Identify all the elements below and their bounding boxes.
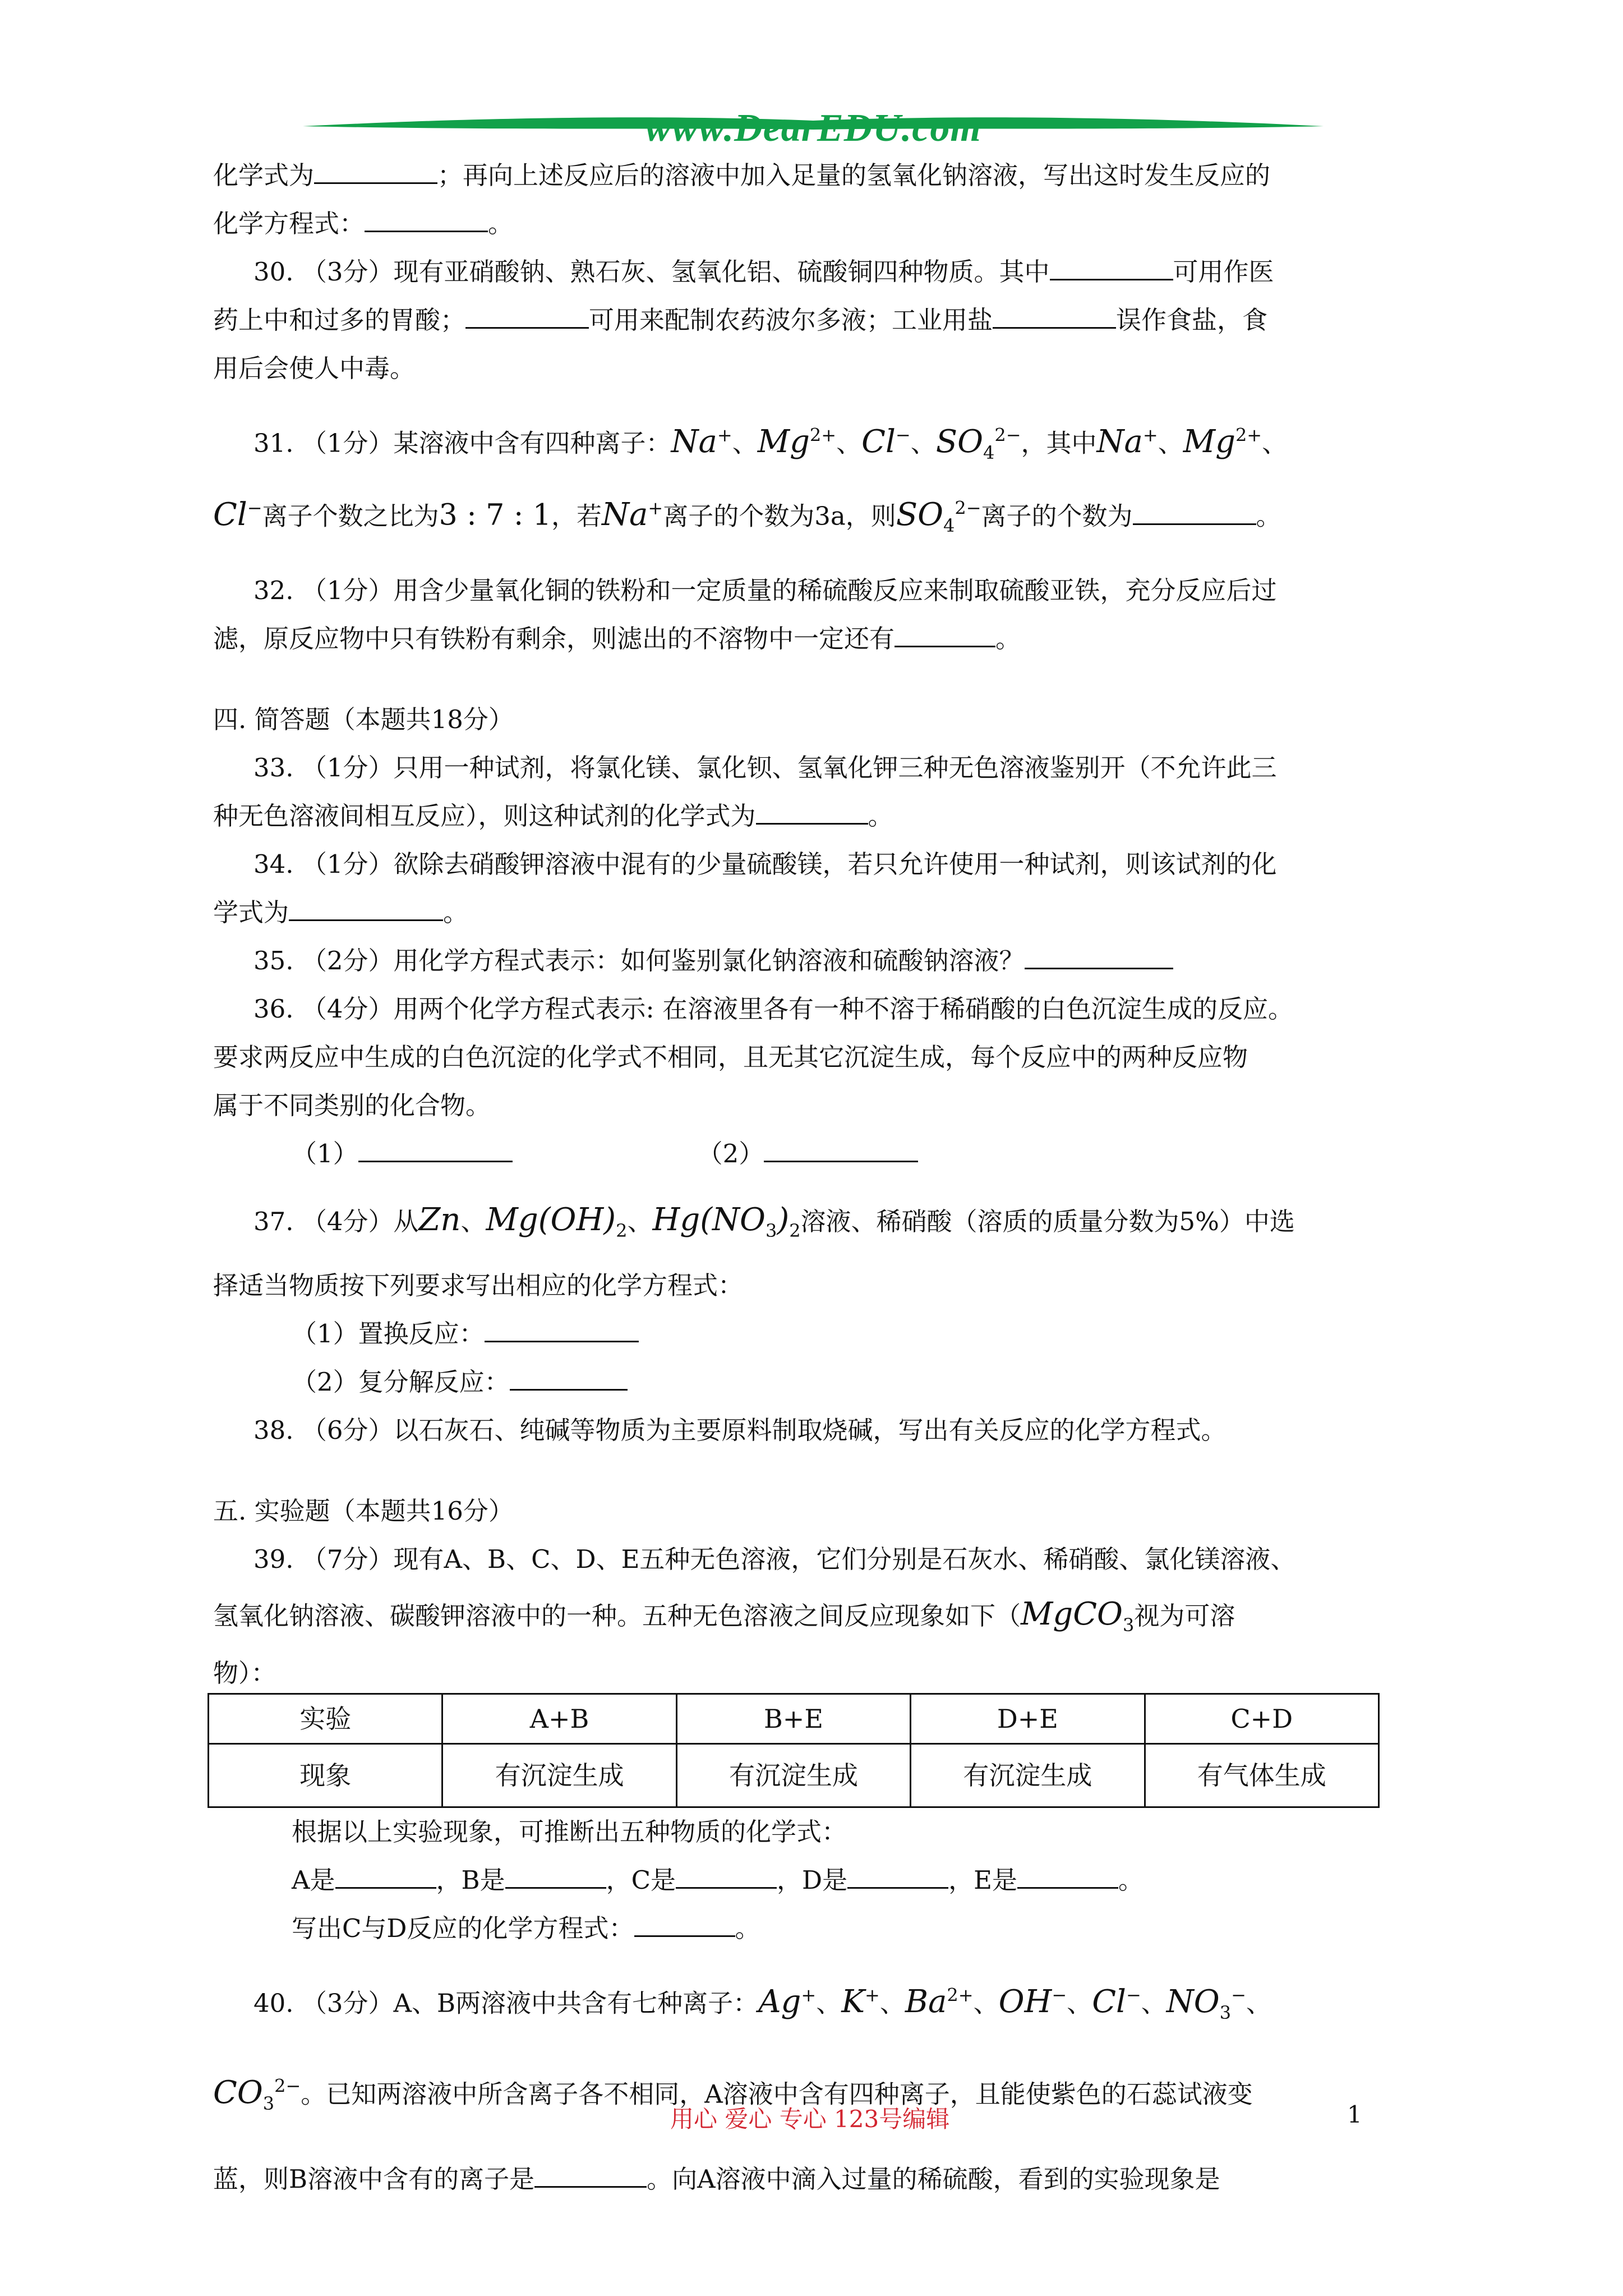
text: ，若 bbox=[551, 501, 602, 531]
text: 31. （1分）某溶液中含有四种离子： bbox=[253, 428, 671, 458]
line bbox=[213, 296, 1419, 344]
editor-credit: 用心 爱心 专心 123号编辑 bbox=[670, 2105, 950, 2133]
text: 药上中和过多的胃酸； bbox=[213, 305, 466, 335]
table-header: C+D bbox=[1145, 1694, 1378, 1744]
ion-formula: Ag+ bbox=[758, 1983, 817, 2020]
text: ，B是 bbox=[436, 1865, 505, 1895]
page-number: 1 bbox=[1347, 2101, 1362, 2128]
answer-blank[interactable] bbox=[895, 623, 995, 647]
ion-formula: Cl− bbox=[1092, 1983, 1141, 2020]
line bbox=[213, 1310, 1419, 1358]
table-header-row bbox=[209, 1694, 1379, 1744]
answer-blank[interactable] bbox=[1025, 945, 1173, 969]
ion-formula: $SO_4^{2-}$ bbox=[935, 423, 1021, 463]
text: 。已知两溶液中所含离子各不相同，A溶液中含有四种离子，且能使紫色的石蕊试液变 bbox=[301, 2079, 1253, 2109]
chem-formula: MgCO$_3$ bbox=[1021, 1595, 1135, 1636]
text: 化学式为 bbox=[213, 160, 315, 190]
ion-formula: Na+ bbox=[671, 423, 732, 460]
text: 36. （4分）用两个化学方程式表示: 在溶液里各有一种不溶于稀硝酸的白色沉淀生成的反应。 bbox=[253, 993, 1293, 1024]
table-header: 实验 bbox=[209, 1694, 442, 1744]
line bbox=[213, 200, 1419, 248]
text: 。 bbox=[868, 800, 893, 831]
line bbox=[213, 889, 1419, 937]
text: 写出C与D反应的化学方程式： bbox=[292, 1913, 634, 1944]
ion-formula: OH− bbox=[998, 1983, 1067, 2020]
ion-formula: $Mg^{2+}$ bbox=[757, 423, 837, 460]
line bbox=[213, 1808, 1419, 1856]
table-cell: 现象 bbox=[209, 1744, 442, 1807]
ion-formula: $Ba^{2+}$ bbox=[905, 1983, 974, 2020]
answer-blank[interactable] bbox=[1133, 501, 1256, 525]
question-34 bbox=[213, 840, 1419, 889]
chem-formula: $Mg(OH)_2$ bbox=[486, 1201, 628, 1241]
text: 视为可溶 bbox=[1134, 1600, 1235, 1631]
section-heading: 五. 实验题（本题共16分） bbox=[213, 1496, 514, 1526]
text: 。 bbox=[995, 623, 1021, 654]
text: 40. （3分）A、B两溶液中共含有七种离子： bbox=[253, 1988, 759, 2018]
text: 39. （7分）现有A、B、C、D、E五种无色溶液，它们分别是石灰水、稀硝酸、氯化镁溶液、 bbox=[253, 1544, 1296, 1574]
text: 。 bbox=[443, 897, 469, 927]
table-cell: 有沉淀生成 bbox=[442, 1744, 676, 1807]
text: ；再向上述反应后的溶液中加入足量的氢氧化钠溶液，写出这时发生反应的 bbox=[437, 160, 1271, 190]
ion-formula: $SO_4^{2-}$ bbox=[896, 496, 981, 536]
ion-formula: Na+ bbox=[1096, 423, 1158, 460]
answer-blank[interactable] bbox=[676, 1865, 777, 1889]
question-37: 37. （4分）从Zn、$Mg(OH)_2$、$Hg(NO_3)_2$溶液、稀硝酸（溶质的质量分数为5%）中选 bbox=[253, 1201, 1295, 1241]
text: 学式为 bbox=[213, 897, 289, 927]
answer-blank[interactable] bbox=[756, 800, 868, 825]
answer-blank[interactable] bbox=[510, 1366, 628, 1391]
answer-blank[interactable] bbox=[465, 305, 589, 329]
line bbox=[213, 1358, 1419, 1406]
text: ，C是 bbox=[606, 1865, 676, 1895]
text: （1）置换反应： bbox=[292, 1318, 485, 1349]
text: （2）复分解反应： bbox=[292, 1366, 510, 1397]
answer-blank[interactable] bbox=[993, 305, 1116, 329]
answer-blank[interactable] bbox=[1050, 256, 1173, 280]
question-31: 31. （1分）某溶液中含有四种离子：Na+、$Mg^{2+}$、Cl−、$SO_4^{2-}$，其中Na+、$Mg^{2+}$、 bbox=[253, 423, 1288, 463]
text: 可用作医 bbox=[1173, 257, 1274, 287]
ion-formula: K+ bbox=[841, 1983, 880, 2020]
line bbox=[213, 1130, 1419, 1178]
text: 离子的个数为3a，则 bbox=[663, 501, 896, 531]
line bbox=[213, 344, 1419, 393]
answer-blank[interactable] bbox=[847, 1865, 948, 1889]
answer-blank[interactable] bbox=[634, 1913, 735, 1937]
text: 37. （4分）从 bbox=[253, 1206, 419, 1236]
question-33 bbox=[213, 744, 1419, 792]
answer-blank[interactable] bbox=[1017, 1865, 1118, 1889]
chem-formula: Zn bbox=[418, 1201, 461, 1238]
ion-formula: Cl− bbox=[861, 423, 911, 460]
line bbox=[213, 2146, 1419, 2213]
text: A是 bbox=[292, 1865, 335, 1895]
text: 30. （3分）现有亚硝酸钠、熟石灰、氢氧化铝、硫酸铜四种物质。其中 bbox=[253, 257, 1050, 287]
answer-blank[interactable] bbox=[365, 208, 488, 232]
table-header: D+E bbox=[911, 1694, 1145, 1744]
experiment-table bbox=[208, 1693, 1380, 1808]
ratio: 3 : 7 : 1 bbox=[439, 498, 552, 532]
question-40: 40. （3分）A、B两溶液中共含有七种离子：Ag+、K+、$Ba^{2+}$、OH−、Cl−、$NO_3^-$、 bbox=[253, 1983, 1271, 2023]
question-30 bbox=[213, 248, 1419, 296]
ion-formula: Cl− bbox=[213, 496, 262, 533]
line bbox=[213, 615, 1419, 663]
table-header: B+E bbox=[676, 1694, 910, 1744]
text: 物）： bbox=[213, 1658, 276, 1688]
text: 蓝，则B溶液中含有的离子是 bbox=[213, 2164, 535, 2194]
chem-formula: $Hg(NO_3)_2$ bbox=[652, 1201, 801, 1241]
text: 种无色溶液间相互反应），则这种试剂的化学式为 bbox=[213, 800, 756, 831]
text: 根据以上实验现象，可推断出五种物质的化学式： bbox=[292, 1817, 847, 1847]
text: 38. （6分）以石灰石、纯碱等物质为主要原料制取烧碱，写出有关反应的化学方程式。 bbox=[253, 1415, 1227, 1445]
text: 可用来配制农药波尔多液；工业用盐 bbox=[589, 305, 993, 335]
question-32 bbox=[213, 567, 1419, 615]
question-38 bbox=[213, 1406, 1419, 1455]
text: ，其中 bbox=[1021, 428, 1097, 458]
question-35 bbox=[213, 937, 1419, 985]
text: 用后会使人中毒。 bbox=[213, 353, 416, 383]
text: 氢氧化钠溶液、碳酸钾溶液中的一种。五种无色溶液之间反应现象如下（ bbox=[213, 1600, 1021, 1631]
answer-blank[interactable] bbox=[314, 160, 437, 184]
line bbox=[213, 1572, 1419, 1667]
line bbox=[213, 484, 1419, 550]
line bbox=[213, 1033, 1419, 1082]
answer-blank[interactable] bbox=[358, 1138, 513, 1162]
text: 35. （2分）用化学方程式表示：如何鉴别氯化钠溶液和硫酸钠溶液？ bbox=[253, 945, 1025, 976]
text: （2） bbox=[697, 1138, 764, 1168]
text: 离子个数之比为 bbox=[262, 501, 439, 531]
table-row bbox=[209, 1744, 1379, 1807]
line bbox=[213, 792, 1419, 840]
ion-formula: Na+ bbox=[602, 496, 663, 533]
text: 。 bbox=[735, 1913, 760, 1944]
answer-blank[interactable] bbox=[485, 1318, 639, 1342]
text: 要求两反应中生成的白色沉淀的化学式不相同，且无其它沉淀生成，每个反应中的两种反应物 bbox=[213, 1042, 1248, 1072]
answer-blank[interactable] bbox=[335, 1865, 436, 1889]
table-cell: 有沉淀生成 bbox=[911, 1744, 1145, 1807]
text: 。 bbox=[1118, 1865, 1144, 1895]
question-36 bbox=[213, 985, 1419, 1033]
text: 。向A溶液中滴入过量的稀硫酸，看到的实验现象是 bbox=[647, 2164, 1220, 2194]
table-cell: 有气体生成 bbox=[1145, 1744, 1378, 1807]
text: （1） bbox=[292, 1138, 358, 1168]
text: 溶液、稀硝酸（溶质的质量分数为5%）中选 bbox=[800, 1206, 1295, 1236]
ion-formula: $NO_3^-$ bbox=[1166, 1983, 1246, 2023]
document-body bbox=[213, 151, 1419, 2213]
answer-blank[interactable] bbox=[764, 1138, 918, 1162]
text: 33. （1分）只用一种试剂，将氯化镁、氯化钡、氢氧化钾三种无色溶液鉴别开（不允许此三 bbox=[253, 752, 1277, 783]
ion-formula: $Mg^{2+}$ bbox=[1183, 423, 1262, 460]
ion-formula: $CO_3^{2-}$ bbox=[213, 2074, 301, 2114]
text: 34. （1分）欲除去硝酸钾溶液中混有的少量硫酸镁，若只允许使用一种试剂，则该试剂的化 bbox=[253, 849, 1277, 879]
answer-blank[interactable] bbox=[289, 897, 443, 921]
table-cell: 有沉淀生成 bbox=[676, 1744, 910, 1807]
text: 误作食盐，食 bbox=[1116, 305, 1268, 335]
line bbox=[213, 1856, 1419, 1904]
text: 。 bbox=[1256, 501, 1281, 531]
answer-blank[interactable] bbox=[505, 1865, 606, 1889]
text: 属于不同类别的化合物。 bbox=[213, 1090, 491, 1120]
line bbox=[213, 1904, 1419, 1953]
text: ，E是 bbox=[948, 1865, 1017, 1895]
section-heading: 四. 简答题（本题共18分） bbox=[213, 704, 514, 734]
line bbox=[213, 1082, 1419, 1130]
text: 化学方程式： bbox=[213, 209, 365, 238]
answer-blank[interactable] bbox=[534, 2164, 647, 2188]
table-header: A+B bbox=[442, 1694, 676, 1744]
text: 。 bbox=[488, 209, 514, 238]
text: ，D是 bbox=[777, 1865, 848, 1895]
text: 滤，原反应物中只有铁粉有剩余，则滤出的不溶物中一定还有 bbox=[213, 623, 895, 654]
text: 离子的个数为 bbox=[981, 501, 1133, 531]
site-logo[interactable]: www.DearEDU.com bbox=[645, 107, 981, 150]
text: 32. （1分）用含少量氧化铜的铁粉和一定质量的稀硫酸反应来制取硫酸亚铁，充分反应后过 bbox=[253, 575, 1277, 605]
text: 择适当物质按下列要求写出相应的化学方程式： bbox=[213, 1270, 744, 1300]
line bbox=[213, 151, 1419, 200]
